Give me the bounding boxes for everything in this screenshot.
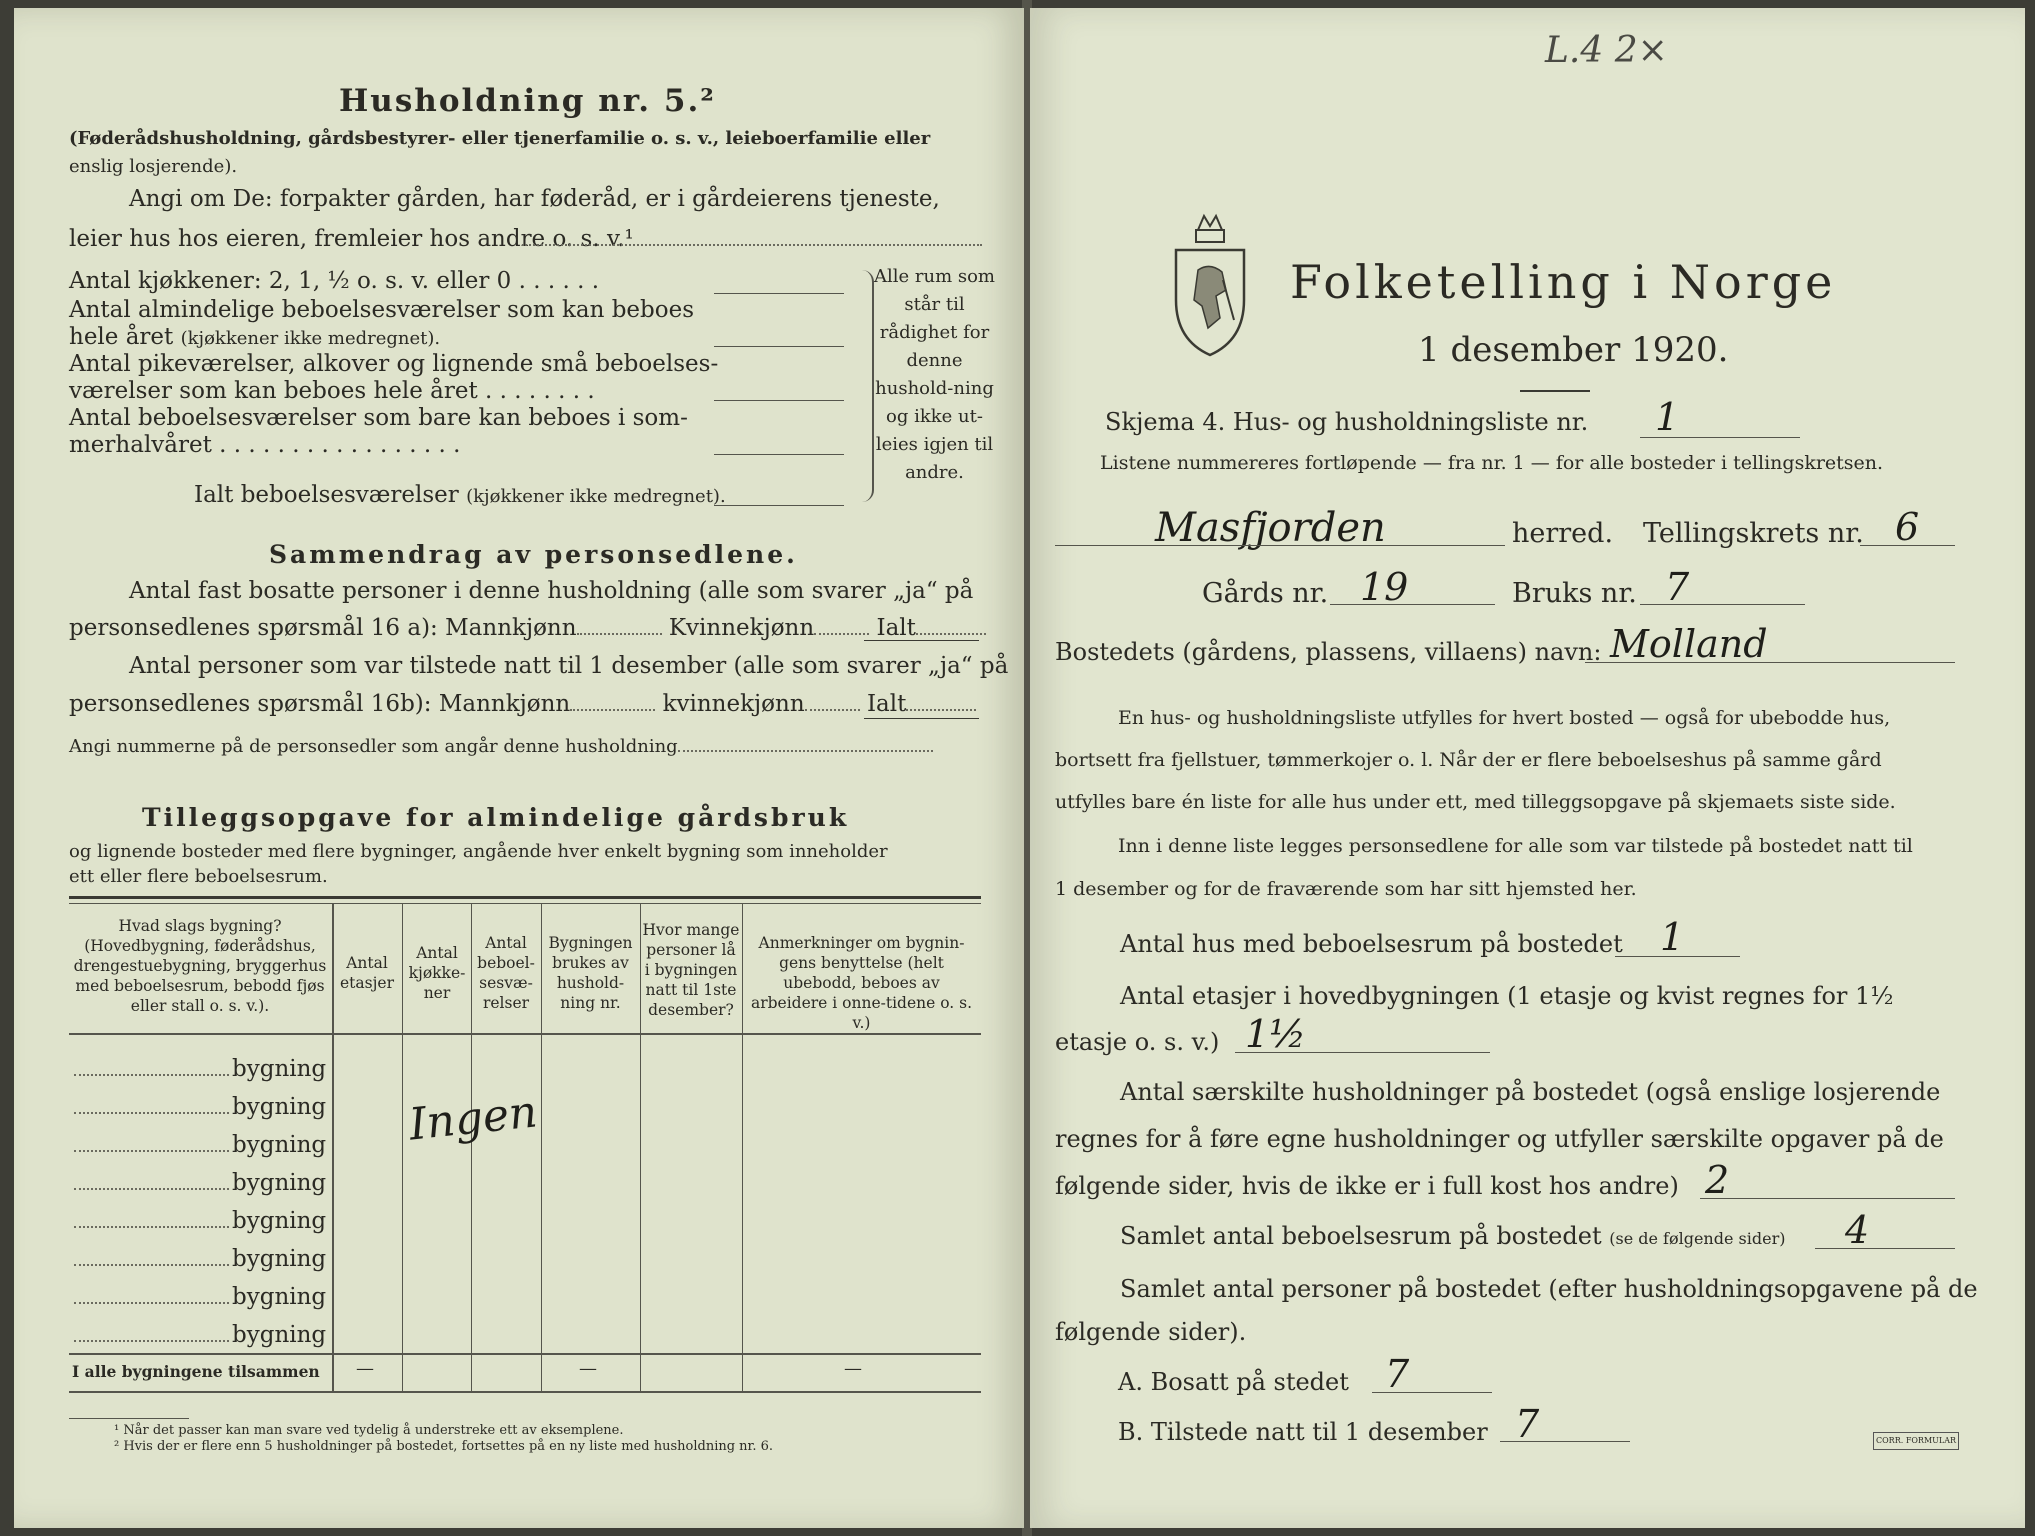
printer-stamp: CORR. FORMULAR xyxy=(1873,1432,1959,1450)
para1-line-3: utfylles bare én liste for alle hus under ett, med tilleggsopgave på skjemaets siste side. xyxy=(1055,791,1896,813)
row-leader xyxy=(74,1188,229,1190)
table-row-label: bygning xyxy=(232,1284,327,1310)
gards-label: Gårds nr. xyxy=(1202,578,1329,609)
coat-of-arms-icon xyxy=(1168,210,1252,360)
tilstede-line xyxy=(1500,1441,1630,1442)
table-row-label: bygning xyxy=(232,1246,327,1272)
household-subtitle: (Føderådshusholdning, gårdsbestyrer- eller tjenerfamilie o. s. v., leieboerfamilie eller xyxy=(69,128,931,149)
tilstede-label: B. Tilstede natt til 1 desember xyxy=(1118,1418,1488,1446)
table-vline xyxy=(742,904,743,1392)
col-header-anmerkninger: Anmerkninger om bygnin-gens benyttelse (helt ubebodd, beboes av arbeidere i onne-tidene o. s. v.) xyxy=(750,934,973,1032)
sammendrag-title: Sammendrag av personsedlene. xyxy=(269,540,798,569)
table-row-label: bygning xyxy=(232,1132,327,1158)
table-vline xyxy=(402,904,403,1392)
samlet-pers-line-1: Samlet antal personer på bostedet (efter husholdningsopgavene på de xyxy=(1120,1275,1978,1303)
table-vline xyxy=(640,904,641,1392)
skjema-line: Skjema 4. Hus- og husholdningsliste nr. xyxy=(1105,408,1589,436)
skjema-nr-line xyxy=(1640,437,1800,438)
para1-line-1: En hus- og husholdningsliste utfylles for hvert bosted — også for ubebodde hus, xyxy=(1118,707,1891,729)
title-rule xyxy=(1520,390,1590,392)
table-vline xyxy=(471,904,472,1392)
sammendrag-line-3: Antal personer som var tilstede natt til 1 desember (alle som svarer „ja“ på xyxy=(129,653,1009,679)
col-header-kjokkener: Antal kjøkke-ner xyxy=(408,944,466,1002)
etasjer-line xyxy=(1235,1052,1490,1053)
table-row-label: bygning xyxy=(232,1208,327,1234)
samlet-rum-line xyxy=(1815,1248,1955,1249)
sarskilte-line xyxy=(1700,1198,1955,1199)
brace-note: Alle rum som står til rådighet for denne hushold-ning og ikke ut-leies igjen til andre. xyxy=(873,266,996,483)
sommer-line-2: merhalvåret . . . . . . . . . . . . . . . . . xyxy=(69,432,461,458)
footnote-rule xyxy=(69,1418,189,1419)
col-header-husholdning: Bygningen brukes av hushold-ning nr. xyxy=(548,934,633,1012)
left-page xyxy=(14,8,1024,1528)
etasjer-line-1: Antal etasjer i hovedbygningen (1 etasje og kvist regnes for 1½ xyxy=(1120,982,1894,1010)
total-dash: — xyxy=(844,1358,862,1379)
herred-label: herred. xyxy=(1512,518,1614,549)
household-title: Husholdning nr. 5.² xyxy=(339,83,716,119)
corner-note: L.4 2× xyxy=(1545,30,1668,71)
table-total-rule xyxy=(69,1353,981,1355)
pike-line-1: Antal pikeværelser, alkover og lignende små beboelses- xyxy=(69,351,719,377)
row-leader xyxy=(74,1340,229,1342)
sarskilte-line-1: Antal særskilte husholdninger på bostedet (også enslige losjerende xyxy=(1120,1078,1941,1106)
tillegg-title: Tilleggsopgave for almindelige gårdsbruk xyxy=(142,803,850,832)
hus-line xyxy=(1615,956,1740,957)
household-subtitle-2: enslig losjerende). xyxy=(69,156,238,177)
sammendrag-line-4: personsedlenes spørsmål 16b): Mannkjønn kvinnekjønn Ialt xyxy=(69,691,976,717)
table-row-label: bygning xyxy=(232,1322,327,1348)
row-leader xyxy=(74,1264,229,1266)
col-header-type: Hvad slags bygning? (Hovedbygning, føderådshus, drengestuebygning, bryggerhus med beboelsesrum, bebodd fjøs eller stall o. s. v.). xyxy=(73,917,327,1015)
row-leader xyxy=(74,1150,229,1152)
para2-line-1: Inn i denne liste legges personsedlene for alle som var tilstede på bostedet natt til xyxy=(1118,835,1913,857)
tilstede-value: 7 xyxy=(1515,1402,1540,1446)
col-header-beboelsesvaerelser: Antal beboel-sesvæ-relser xyxy=(477,934,535,1012)
samlet-rum-value: 4 xyxy=(1845,1208,1870,1252)
angi-fill-line xyxy=(522,244,982,246)
col-header-personer: Hvor mange personer lå i bygningen natt til 1ste desember? xyxy=(642,921,740,1019)
col-header-etasjer: Antal etasjer xyxy=(340,954,394,992)
sarskilte-line-3: følgende sider, hvis de ikke er i full kost hos andre) xyxy=(1055,1172,1679,1200)
pike-line-2: værelser som kan beboes hele året . . . . . . . . xyxy=(69,378,595,404)
bosted-label: Bostedets (gårdens, plassens, villaens) navn: xyxy=(1055,638,1602,666)
tellingskrets-line xyxy=(1860,545,1955,546)
footnote-2: ² Hvis der er flere enn 5 husholdninger på bostedet, fortsettes på en ny liste med husholdning nr. 6. xyxy=(114,1439,774,1454)
bosatt-label: A. Bosatt på stedet xyxy=(1118,1368,1349,1396)
sammendrag-line-2: personsedlenes spørsmål 16 a): Mannkjønn Kvinnekjønn Ialt xyxy=(69,615,986,641)
bosatt-line xyxy=(1372,1392,1492,1393)
table-top-rule-2 xyxy=(69,903,981,904)
hus-label: Antal hus med beboelsesrum på bostedet xyxy=(1120,930,1623,958)
sum-rule-2 xyxy=(864,718,979,719)
bosatt-value: 7 xyxy=(1385,1352,1410,1396)
angi-line-2: leier hus hos eieren, fremleier hos andre o. s. v.¹ xyxy=(69,226,634,252)
herred-value: Masfjorden xyxy=(1155,505,1386,551)
footnote-1: ¹ Når det passer kan man svare ved tydelig å understreke ett av eksemplene. xyxy=(114,1423,624,1438)
row-leader xyxy=(74,1302,229,1304)
row-leader xyxy=(74,1074,229,1076)
table-top-rule xyxy=(69,896,981,899)
kjokken-line: Antal kjøkkener: 2, 1, ½ o. s. v. eller 0 . . . . . . xyxy=(69,268,600,294)
tellingskrets-value: 6 xyxy=(1895,505,1920,549)
sommer-line-1: Antal beboelsesværelser som bare kan beboes i som- xyxy=(69,405,688,431)
handwritten-ingen: Ingen xyxy=(406,1086,540,1151)
ialt-answer-line xyxy=(714,505,844,506)
gards-value: 19 xyxy=(1360,565,1409,609)
gards-line xyxy=(1330,604,1495,605)
pike-answer-line xyxy=(714,400,844,401)
herred-line xyxy=(1055,545,1505,546)
table-row-label: bygning xyxy=(232,1170,327,1196)
row-leader xyxy=(74,1112,229,1114)
census-date: 1 desember 1920. xyxy=(1418,330,1729,370)
kjokken-answer-line xyxy=(714,293,844,294)
skjema-nr-value: 1 xyxy=(1655,395,1680,439)
listene-line: Listene nummereres fortløpende — fra nr. 1 — for alle bosteder i tellingskretsen. xyxy=(1100,452,1884,474)
tillegg-line-2: ett eller flere beboelsesrum. xyxy=(69,866,328,887)
alm-line-1: Antal almindelige beboelsesværelser som kan beboes xyxy=(69,297,695,323)
total-dash: — xyxy=(356,1358,374,1379)
alm-answer-line xyxy=(714,346,844,347)
bruks-value: 7 xyxy=(1665,565,1690,609)
row-leader xyxy=(74,1226,229,1228)
total-label: I alle bygningene tilsammen xyxy=(72,1362,320,1381)
angi-line-1: Angi om De: forpakter gården, har føderåd, er i gårdeierens tjeneste, xyxy=(129,186,940,212)
total-dash: — xyxy=(579,1358,597,1379)
sarskilte-value: 2 xyxy=(1705,1158,1730,1202)
alm-line-2: hele året (kjøkkener ikke medregnet). xyxy=(69,324,441,350)
samlet-rum-label: Samlet antal beboelsesrum på bostedet (se de følgende sider) xyxy=(1120,1222,1786,1250)
table-row-label: bygning xyxy=(232,1056,327,1082)
table-vline xyxy=(541,904,542,1392)
sammendrag-line-5: Angi nummerne på de personsedler som angår denne husholdning xyxy=(69,736,933,757)
sum-rule-1 xyxy=(864,640,979,641)
census-title: Folketelling i Norge xyxy=(1290,255,1837,309)
bosted-value: Molland xyxy=(1610,622,1768,666)
bruks-label: Bruks nr. xyxy=(1512,578,1637,609)
sommer-answer-line xyxy=(714,454,844,455)
para2-line-2: 1 desember og for de fraværende som har sitt hjemsted her. xyxy=(1055,878,1637,900)
samlet-pers-line-2: følgende sider). xyxy=(1055,1318,1247,1346)
table-bottom-rule xyxy=(69,1391,981,1393)
hus-value: 1 xyxy=(1660,915,1685,959)
bosted-line xyxy=(1585,662,1955,663)
tellingskrets-label: Tellingskrets nr. xyxy=(1643,518,1864,549)
bruks-line xyxy=(1640,604,1805,605)
ialt-line: Ialt beboelsesværelser (kjøkkener ikke medregnet). xyxy=(194,482,726,508)
etasjer-value: 1½ xyxy=(1245,1012,1307,1056)
para1-line-2: bortsett fra fjellstuer, tømmerkojer o. l. Når der er flere beboelseshus på samme gård xyxy=(1055,749,1882,771)
etasjer-line-2: etasje o. s. v.) xyxy=(1055,1028,1220,1056)
sarskilte-line-2: regnes for å føre egne husholdninger og utfyller særskilte opgaver på de xyxy=(1055,1125,1944,1153)
table-header-rule xyxy=(69,1033,981,1035)
sammendrag-line-1: Antal fast bosatte personer i denne husholdning (alle som svarer „ja“ på xyxy=(129,578,974,604)
table-row-label: bygning xyxy=(232,1094,327,1120)
tillegg-line-1: og lignende bosteder med flere bygninger, angående hver enkelt bygning som inneholder xyxy=(69,841,888,862)
